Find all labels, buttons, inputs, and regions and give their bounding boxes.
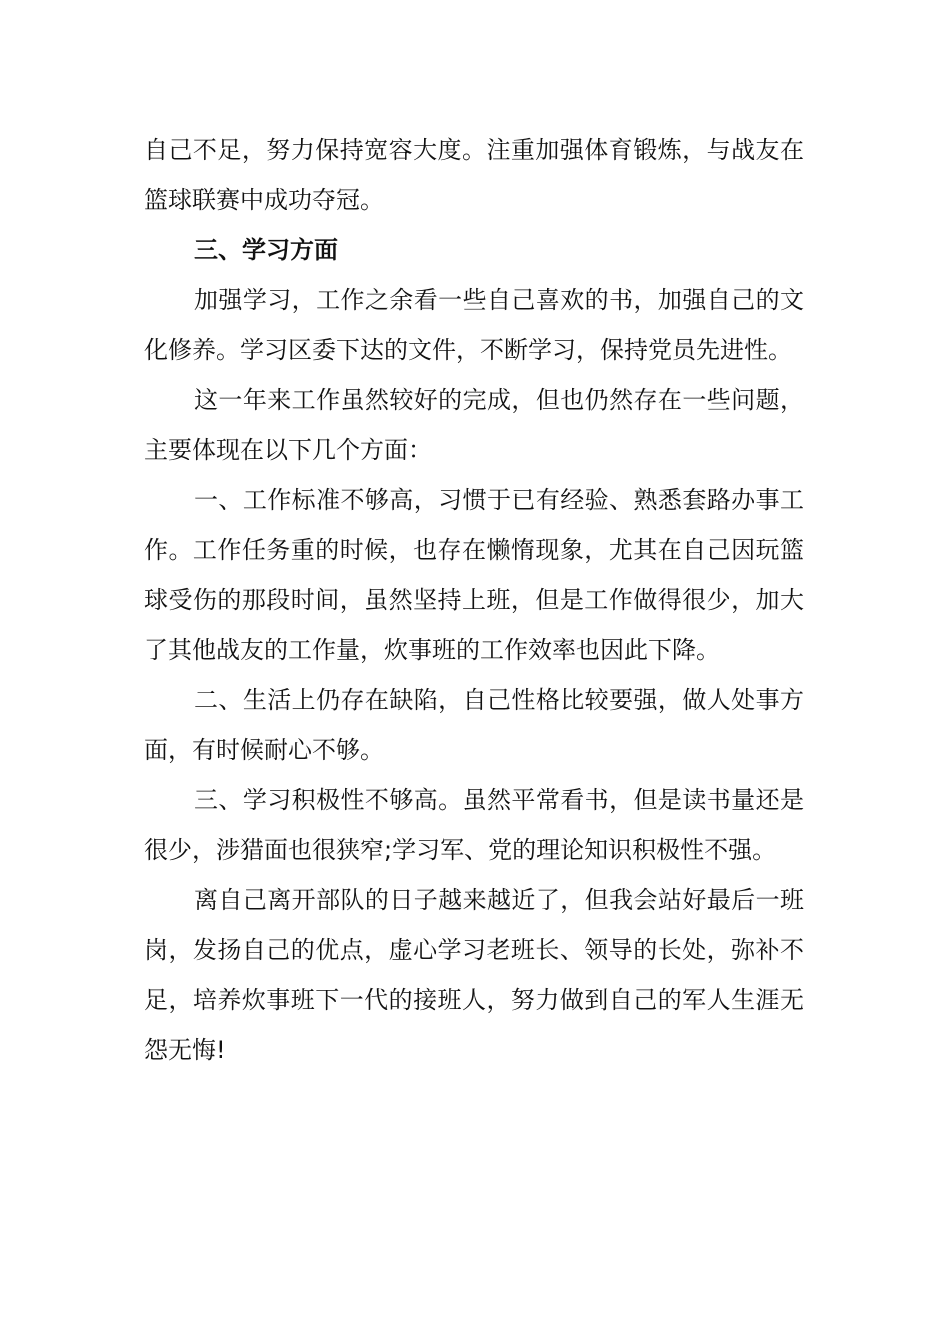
paragraph-problems-intro: 这一年来工作虽然较好的完成，但也仍然存在一些问题，主要体现在以下几个方面：: [144, 386, 804, 464]
paragraph-problem-life: 二、生活上仍存在缺陷，自己性格比较要强，做人处事方面，有时候耐心不够。: [144, 686, 804, 764]
paragraph-continuation: 自己不足，努力保持宽容大度。注重加强体育锻炼，与战友在篮球联赛中成功夺冠。: [144, 136, 804, 214]
paragraph-study: 加强学习，工作之余看一些自己喜欢的书，加强自己的文化修养。学习区委下达的文件，不断学习，保持党员先进性。: [144, 286, 804, 364]
document-body: [144, 125, 804, 1075]
paragraph-closing: 离自己离开部队的日子越来越近了，但我会站好最后一班岗，发扬自己的优点，虚心学习老班长、领导的长处，弥补不足，培养炊事班下一代的接班人，努力做到自己的军人生涯无怨无悔!: [144, 886, 804, 1064]
paragraph-problem-study: 三、学习积极性不够高。虽然平常看书，但是读书量还是很少，涉猎面也很狭窄;学习军、党的理论知识积极性不强。: [144, 786, 804, 864]
section-heading-study: 三、学习方面: [194, 236, 338, 264]
paragraph-problem-work: 一、工作标准不够高，习惯于已有经验、熟悉套路办事工作。工作任务重的时候，也存在懒惰现象，尤其在自己因玩篮球受伤的那段时间，虽然坚持上班，但是工作做得很少，加大了其他战友的工作量，炊事班的工作效率也因此下降。: [144, 486, 804, 664]
